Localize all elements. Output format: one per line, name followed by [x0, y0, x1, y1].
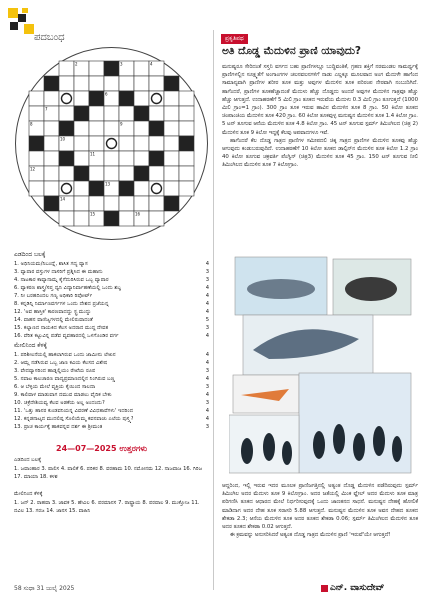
clue-row: [14, 415, 209, 423]
clue-text: 10. ಚಕ್ರೆದೇಶಿಯವ್ವ ಕೆಲವ ಅಡಕೆಯ ಅಲ್ಲ ಅಂದಂದು?: [14, 400, 105, 406]
grid-cell[interactable]: [44, 136, 59, 151]
grid-cell[interactable]: [44, 91, 59, 106]
grid-cell[interactable]: [89, 166, 104, 181]
grid-cell[interactable]: [104, 151, 119, 166]
grid-block: [134, 106, 149, 121]
clue-letter-count: 4: [205, 360, 209, 366]
grid-cell-number: 11: [90, 151, 96, 157]
article-para-3: ಆದ್ದರಿಂದ, ಇಲ್ಲಿ ಇರುವ ಇದರ ಮೂಲಕ ಪ್ರಾಣಿಜಗತ್ತಿನಲ್ಲಿ ಅತ್ಯಂತ ದೊಡ್ಡ ಮೆದುಳಿನ ಪಡೆದಿರುವುದು ಸ್ಪರ್ಮ್ ತಿಮಿಂಗಿಲ ಅದರ ಮೆದುಳು ತೂಕ 9 ಕಿಲೋಗ್ರಾಂ. ಅದರ ಜತೆಯಲ್ಲಿ ಮಿಂಕ ವ್ಹೇಲ್ ಅದರ ಮೆದುಳು ತೂಕ ಮಾತ್ರ ಪರಿಗಣಿಸಿ ತೂಕದ ಆಧಾರದ ಮೇಲೆ ನಿರ್ಧರಿಸುವುದಕ್ಕೆ ಒಂದು ಜಾಣತನದ ಸಾಧನೆ. ಮನುಷ್ಯನ ದೇಹಕ್ಕೆ ಹೋಲಿಕೆ ಮಾಡಿದಾಗ ಅದರ ದೇಹ ತೂಕ ಸರಾಸರಿ 5.88 ಆಗುತ್ತದೆ. ಮನುಷ್ಯನ ಮೆದುಳಿನ ತೂಕ ಅವನ ದೇಹದ ತೂಕದ ಶೇಕಡಾ 2.3; ಆನೆಯ ಮೆದುಳಿನ ತೂಕ ಅದರ ತೂಕದ ಶೇಕಡಾ 0.06; ಸ್ಪರ್ಮ್ ತಿಮಿಂಗಿಲದ ಮೆದುಳಿನ ತೂಕ ಅದರ ತೂಕದ ಶೇಕಡಾ 0.02 ಆಗುತ್ತದೆ.: [222, 483, 418, 531]
grid-block: [104, 61, 119, 76]
clue-letter-count: 3: [205, 277, 209, 283]
grid-cell[interactable]: [134, 151, 149, 166]
clue-letter-count: 4: [205, 416, 209, 422]
clue-text: 15. ಕಲ್ಯಾಣದ ನಾಯಕಿದ ಕೆಲಸ ಅದರಾದ ಮುದ್ದ ದೇವತ: [14, 325, 109, 331]
clue-letter-count: 3: [205, 368, 209, 374]
clue-row: [14, 260, 209, 268]
grid-cell[interactable]: [74, 91, 89, 106]
clues-across: [14, 251, 209, 340]
clue-letter-count: 3: [205, 384, 209, 390]
clue-text: 2. ಆಮ್ಲ ನಡೆಸಿರುವ ಒಬ್ಬ ಜಾಣ ಕವಿಯ ಕೆಲಸದ ವಿಶೇಷ: [14, 360, 108, 366]
clue-text: 6. ಆ ಬೆಳ್ಳಿಯ ಮೇಲೆ ವ್ಯಕ್ತಿಯ ಕೈಯಿಂದ ಸಾಲದಾ: [14, 384, 96, 390]
clue-text: 12. 'ಅವ ಹಾಸ್ತಿಕ' ಕಾರಣವಾದದ್ದು ಸ್ಟ್ರ ಮುದ್ದು: [14, 309, 91, 315]
grid-block: [134, 166, 149, 181]
grid-cell[interactable]: [179, 106, 194, 121]
grid-cell[interactable]: [89, 76, 104, 91]
clue-letter-count: 4: [205, 293, 209, 299]
clue-text: 8. ಕನ್ನಡಿನ್ನಿ ನಿರ್ಮಾಣವರ್ಗಗಳ ಒಂದು ದೇಶದ ಪ್ರಜೆಯನ್ನ: [14, 301, 109, 307]
grid-cell[interactable]: [119, 211, 134, 226]
answers-down: [14, 490, 209, 516]
clue-letter-count: 4: [205, 301, 209, 307]
clues-down: [14, 342, 209, 431]
grid-cell[interactable]: [89, 121, 104, 136]
article-body-bottom: [222, 482, 418, 539]
grid-cell[interactable]: [149, 166, 164, 181]
grid-cell-number: 15: [90, 211, 96, 217]
clue-row: [14, 391, 209, 399]
grid-block: [29, 136, 44, 151]
clue-text: 3. ವೇದವ್ಯಾಸರಿಂದ ಹಾಡ್ನಲ್ಲಿಯಂ ರೇಖೆಯ ರೂಪ: [14, 368, 96, 374]
grid-block: [44, 76, 59, 91]
grid-cell[interactable]: [134, 181, 149, 196]
grid-cell[interactable]: [164, 136, 179, 151]
grid-cell[interactable]: [104, 166, 119, 181]
clue-row: [14, 383, 209, 391]
article-tag: ಪ್ರಕೃತಿಪಥ: [221, 34, 248, 44]
grid-cell[interactable]: [164, 151, 179, 166]
clue-text: 5. ನವಾಟ ಕಾಲಚಾರಣ ವಾದ್ಯಪ್ರಮಾಣದಲ್ಲಿನ ನಿಂಗಿರುವ ಬಣ್ಣ: [14, 376, 115, 382]
article-para-2: ಹಾಗೆಂದರೆ ಕೆಲ ದೊಡ್ಡ ಗಾತ್ರದ ಪ್ರಾಣಿಗಳ ಸಮೀಪದಲಿ ಚಿಕ್ಕ ಗಾತ್ರದ ಪ್ರಾಣಿಗಳ ಮೆದುಳಿನ ತೂಕವು ಹೆಚ್ಚು ಆಗುವುದು ಕಂಡುಬರುವುದಿದೆ. ಉದಾಹರಣೆಗೆ 10 ಕಿಲೋ ತೂಕದ ಡಾಲ್ಫಿನ್‌ನ ಮೆದುಳಿನ ತೂಕ ಕಿಲೋ 1.2 ಗ್ರಾಂ 40 ಕಿಲೋ ತೂಗುವ ಚಕ್ರವರ್ತಿ ಪೆಂಗ್ವಿನ್ (ಚಿತ್ರ3) ಮೆದುಳಿನ ತೂಕ 45 ಗ್ರಾಂ. 150 ಟನ್ ತೂಗುವ ನೀಲಿ ತಿಮಿಂಗಿಲದ ಮೆದುಳಿನ ತೂಕ 7 ಕಿಲೋಗ್ರಾಂ.: [222, 137, 418, 169]
grid-block: [119, 91, 134, 106]
grid-cell[interactable]: [134, 196, 149, 211]
clue-letter-count: 4: [205, 408, 209, 414]
grid-cell[interactable]: [59, 76, 74, 91]
grid-cell[interactable]: [119, 151, 134, 166]
puzzle-logo-icon: [8, 8, 36, 36]
grid-cell-number: 7: [45, 106, 48, 112]
grid-cell[interactable]: [149, 136, 164, 151]
grid-cell[interactable]: [104, 76, 119, 91]
grid-cell[interactable]: [89, 61, 104, 76]
clue-row: [14, 300, 209, 308]
grid-cell[interactable]: [119, 136, 134, 151]
grid-cell[interactable]: [89, 136, 104, 151]
grid-cell[interactable]: [164, 166, 179, 181]
grid-cell[interactable]: [134, 61, 149, 76]
answers-across-text: 1. ಜವಾಂಹಾರ 3. ಪಾಲಿಸ 4. ಪಾಲಿಕೆ 6. ಪರಿಕರ 8. ವರಹಾಮ 10. ನಮೋನಮ 12. ನಾಜವಾಜ 16. ಗಿರಿಜ 17. ಮಾಯಾ 18. ಕಳಶ: [14, 465, 203, 480]
grid-block: [164, 76, 179, 91]
grid-cell-number: 14: [60, 196, 66, 202]
grid-block: [104, 211, 119, 226]
clue-letter-count: 3: [205, 269, 209, 275]
answers-across: [14, 456, 209, 482]
grid-cell[interactable]: [59, 106, 74, 121]
grid-cell[interactable]: [74, 121, 89, 136]
grid-cell[interactable]: [149, 196, 164, 211]
grid-block: [74, 106, 89, 121]
grid-cell[interactable]: [179, 91, 194, 106]
down-heading: ಮೇಲಿನಿಂದ ಕೆಳಕ್ಕೆ: [14, 342, 47, 349]
grid-cell-number: 6: [105, 91, 108, 97]
clue-row: [14, 308, 209, 316]
grid-cell[interactable]: [89, 196, 104, 211]
grid-cell[interactable]: [29, 106, 44, 121]
grid-cell-number: 2: [75, 61, 78, 67]
grid-cell[interactable]: [119, 196, 134, 211]
grid-cell[interactable]: [179, 166, 194, 181]
grid-cell[interactable]: [134, 91, 149, 106]
grid-cell[interactable]: [134, 76, 149, 91]
clue-letter-count: 3: [205, 325, 209, 331]
grid-cell-number: 4: [150, 61, 153, 67]
grid-cell-number: 12: [30, 166, 36, 172]
grid-cell[interactable]: [119, 166, 134, 181]
page-footer: 58 ಸುಧಾ 31 ಜುಲೈ 2025: [14, 585, 75, 592]
grid-cell[interactable]: [29, 151, 44, 166]
grid-cell[interactable]: [29, 91, 44, 106]
grid-block: [164, 196, 179, 211]
grid-cell[interactable]: [179, 151, 194, 166]
grid-cell[interactable]: [119, 76, 134, 91]
crossword-grid[interactable]: [14, 46, 209, 241]
grid-cell[interactable]: [149, 211, 164, 226]
grid-cell[interactable]: [164, 181, 179, 196]
clue-row: [14, 324, 209, 332]
clue-row: [14, 359, 209, 367]
clue-row: [14, 407, 209, 415]
grid-block: [59, 151, 74, 166]
grid-cell[interactable]: [44, 181, 59, 196]
clue-row: [14, 351, 209, 359]
grid-cell[interactable]: [74, 211, 89, 226]
clue-text: 1. ಪರಿಶೀಲನೆಯಲ್ಲಿ ಹಾಕಲಾಗಿರುವ ಒಂದು ಜಾಮೀನು ಲೇಖನ: [14, 352, 116, 358]
grid-cell[interactable]: [59, 166, 74, 181]
clue-row: [14, 375, 209, 383]
clue-letter-count: 4: [205, 376, 209, 382]
article-body-top: [222, 63, 418, 170]
animals-illustration: [229, 255, 415, 477]
clue-letter-count: 4: [205, 333, 209, 339]
answers-down-text: 1. ಜನ್ 2. ರಾಹವಾ 3. ಜಾವಕ 5. ಹೇವಿಲ 6. ಪರಮಾನಸ 7. ರಾಷ್ಟ್ರಾಯ 8. ಪರವಾಲ 9. ಮುಕ್ತೋಜ 11. ದವಿಲ 13. ಗರಜ 14. ಜಾನಸ 15. ವಾಹಿನಿ: [14, 499, 200, 514]
grid-cell[interactable]: [44, 166, 59, 181]
clue-letter-count: 5: [205, 317, 209, 323]
article-para-1: ಮನುಷ್ಯರೂ ಸೇರಿದಂತೆ ಸಸ್ತನಿ ವರ್ಗದ ಬಹು ಪ್ರಾಣಿಗಳಲ್ಲೂ ಬುದ್ಧಿವಂತಿಕೆ, ಗ್ರಹಣ ಶಕ್ತಿಗೆ ನರಮಂಡಲ ಸಾಮರ್ಥ್ಯಕ್ಕೆ ಪ್ರಾಣಿಗಳಲ್ಲಿನ ಸೂಕ್ಷ್ಮತೆಗೆ ಅಂಗಾಂಗಗಳ ಚಲನವಲನಗಳಿಗೆ ನಾಡು ಎಲ್ಲಕ್ಕೂ ಮೂಲವಾದ ಅಂಗ ಮೆದುಳೇ ಹಾಗೆಂದ ಸಾಮಾನ್ಯವಾಗಿ ಪ್ರಾಣಿಗಳ ಶರೀರ ತೂಕ ಮತ್ತು ಅವುಗಳ ಮೆದುಳಿನ ತೂಕ ಪರಿರಂಪ ನೇರವಾಗಿ ನಂಬುದಿಗಿದೆ. ಹಾಗೆಂದರೆ, ಪ್ರಾಣಿಗಳ ತೂಕಹೆಚ್ಚಾದಂತೆ ಮೆದುಳು ಹೆಚ್ಚು ದೊಡ್ಡದು ಅಂದರೆ ಅವುಗಳ ಮೆದುಳಿನ ಗಾತ್ರವೂ ಹೆಚ್ಚು ಹೆಚ್ಚು ಆಗುತ್ತದೆ. ಉದಾಹರಣೆಗೆ 5 ಮಿಲಿ ಗ್ರಾಂ ತೂಕದ ಇರುವೆಯ ಮೆದುಳು 0.3 ಮಿಲಿ ಗ್ರಾಂ ತೂಗುತ್ತದೆ (1000 ಮಿಲಿ ಗ್ರಾಂ=1 ಗ್ರಾಂ). 300 ಗ್ರಾಂ ತೂಕ ಇರುವ ಹಾವಿನ ಮೆದುಳಿನ ತೂಕ 8 ಗ್ರಾಂ. 50 ಕಿಲೋ ತೂಕದ ಚಿಂಪಾಂಜಿಯ ಮೆದುಳಿನ ತೂಕ 420 ಗ್ರಾಂ. 60 ಕಿಲೋ ತೂಕವುಳ್ಳ ಮನುಷ್ಯನ ಮೆದುಳಿನ ತೂಕ 1.4 ಕಿಲೋ ಗ್ರಾಂ. 5 ಟನ್ ತೂಗುವ ಆನೆಯ ಮೆದುಳಿನ ತೂಕ 4.8 ಕಿಲೋ ಗ್ರಾಂ. 45 ಟನ್ ತೂಗುವ ಸ್ಪರ್ಮ್ ತಿಮಿಂಗಿಲದ (ಚಿತ್ರ 2) ಮೆದುಳಿನ ತೂಕ 9 ಕಿಲೋ ಇದ್ದಕ್ಕೆ ಕೆಲವು ಅಪವಾದಗಳೂ ಇವೆ.: [222, 64, 418, 136]
grid-cell[interactable]: [104, 196, 119, 211]
grid-block: [149, 151, 164, 166]
article-author: ಎನ್. ವಾಸುದೇವ್: [330, 583, 385, 593]
clue-row: [14, 332, 209, 340]
article-headline: ಅತಿ ದೊಡ್ಡ ಮೆದುಳಿನ ಪ್ರಾಣಿ ಯಾವುದು?: [222, 45, 362, 57]
grid-cell[interactable]: [149, 106, 164, 121]
grid-cell[interactable]: [164, 91, 179, 106]
clue-text: 1. ಅಧಿನಿಯಮ/ನಿಬಂಧ್ನೆ, ಶಾಸಿತ ಗದ್ಯ ವ್ಯಾಸ: [14, 261, 88, 267]
clue-row: [14, 268, 209, 276]
grid-cell[interactable]: [134, 121, 149, 136]
answers-down-heading: ಮೇಲಿನಿಂದ ಕೆಳಕ್ಕೆ: [14, 491, 43, 497]
clue-letter-count: 4: [205, 309, 209, 315]
grid-cell[interactable]: [74, 151, 89, 166]
clue-text: 16. ವೆರಿತ ಕಟ್ಟುವಿನ್ನ ಪಡೆವ ವ್ಯವಹಾರದಲ್ಲಿ ಒಳಗೊಂಡಿರ ವರ್ಗ: [14, 333, 119, 339]
clue-letter-count: 3: [205, 424, 209, 430]
grid-cell[interactable]: [74, 181, 89, 196]
grid-block: [89, 91, 104, 106]
grid-block: [59, 121, 74, 136]
clue-text: 9. ಕಾಲಿವಾಳ ಮಾಡುವಾಗ ದಮುವ ಮಾಡಲು ವೈದಿಕ ಬೇಕು: [14, 392, 112, 398]
clue-row: [14, 292, 209, 300]
grid-block: [119, 181, 134, 196]
clue-letter-count: 4: [205, 352, 209, 358]
grid-cell[interactable]: [74, 136, 89, 151]
clue-letter-count: 4: [205, 285, 209, 291]
grid-cell[interactable]: [179, 121, 194, 136]
grid-cell[interactable]: [59, 61, 74, 76]
clue-row: [14, 316, 209, 324]
across-heading: ಎಡದಿಂದ ಬಲಕ್ಕೆ: [14, 251, 46, 258]
clue-text: 3. ವ್ಯಾಪಾರ ವಸ್ತುಗಳ ದಾಸರಿಗೆ ಪ್ರಶ್ನಿಸಿದ ಈ ಮಹಾನು: [14, 269, 103, 275]
grid-cell[interactable]: [44, 151, 59, 166]
grid-cell-number: 16: [135, 211, 141, 217]
grid-cell-number: 13: [105, 181, 111, 187]
answers-across-heading: ಎಡದಿಂದ ಬಲಕ್ಕೆ: [14, 457, 42, 463]
grid-block: [44, 196, 59, 211]
grid-cell[interactable]: [119, 106, 134, 121]
grid-block: [89, 181, 104, 196]
clue-text: 12. ಕನ್ನಡನಾಟ್ಕದ ಮುದಲಿಪ್ಪ ಸೊಲಿಯೆಮ್ಮ ಕವನವಾಚು ಎಲೆಯ ಪುಸ್ತ್ಕ?: [14, 416, 134, 422]
answers-title: 24—07—2025 ಉತ್ತರಗಳು: [56, 444, 148, 453]
grid-cell-number: 10: [60, 136, 66, 142]
column-divider: [213, 30, 214, 590]
grid-block: [149, 121, 164, 136]
grid-cell[interactable]: [89, 106, 104, 121]
grid-cell[interactable]: [74, 196, 89, 211]
clue-row: [14, 367, 209, 375]
section-title: ಪದಬಂಧ: [34, 32, 65, 43]
grid-cell[interactable]: [74, 76, 89, 91]
grid-cell[interactable]: [134, 136, 149, 151]
clue-letter-count: 4: [205, 392, 209, 398]
grid-cell[interactable]: [104, 121, 119, 136]
article-para-4: ಈ ಕ್ರಮವನ್ನು ಅನುಸರಿಸಿದರೆ ಅತ್ಯಂತ ದೊಡ್ಡ ಗಾತ್ರದ ಮೆದುಳಿನ ಪ್ರಾಣಿ 'ಇರುವೆ'ಯೇ ಆಗುತ್ತದೆ!: [230, 532, 391, 539]
grid-cell[interactable]: [59, 211, 74, 226]
grid-cell[interactable]: [104, 106, 119, 121]
grid-cell[interactable]: [149, 76, 164, 91]
clue-row: [14, 284, 209, 292]
clue-text: 4. ನಾಟಕಾರ ಕಾವ್ಯಾನಾಮ್ನ ಕೈಗೆದುರಿಸಿರುವ ಒಬ್ಬ ವ್ಯಾಪಾರ: [14, 277, 109, 283]
clue-letter-count: 4: [205, 261, 209, 267]
clue-row: [14, 423, 209, 431]
grid-cell-number: 3: [120, 61, 123, 67]
grid-cell[interactable]: [29, 181, 44, 196]
clue-letter-count: 3: [205, 400, 209, 406]
grid-cell-number: 8: [30, 121, 33, 127]
author-marker: [321, 585, 328, 592]
grid-block: [74, 166, 89, 181]
grid-cell[interactable]: [179, 181, 194, 196]
clue-text: 13. ಪ್ರಾಚ ಕಾರ್ಯಕ್ಕೆ ಹಾಕವನ್ನವ ದರ್ಶ ಈ ಶ್ರೀಮಂತ: [14, 424, 103, 430]
clue-text: 11. 'ಒತ್ತು ಹಾನರ ಕುಂಡವನಿಯನ್ನ ವಿವರಣೆ ವಿವಿಧತಾವೆಗಳು' ಇದರಿಂದ: [14, 408, 134, 414]
clue-text: 7. ನೀ ಬರಹದಿಂದಲ ಗಣ್ಯ ಅಧಿಕಾರಿ ರಿಪೋರ್ಟ್: [14, 293, 93, 299]
clue-text: 6. ವ್ಯಾಕರಣ ಶಾಸ್ತ್ರ/ಸಪ್ತ ಧ್ವನಿ ವಿದ್ಯಾನಿರ್ವಾಹಣೆಯಲ್ಲಿ ಒಂದು ಶಬ್ದ: [14, 285, 122, 291]
clue-row: [14, 276, 209, 284]
grid-cell-number: 9: [120, 121, 123, 127]
grid-cell[interactable]: [164, 121, 179, 136]
grid-cell[interactable]: [44, 121, 59, 136]
grid-cell[interactable]: [164, 106, 179, 121]
clue-text: 14. ವಾಹನ ವಾಣಿಜ್ಯಗಳದಲ್ಲಿ ಮೇಲಿರುವಾದಂತೆ: [14, 317, 93, 323]
grid-block: [179, 136, 194, 151]
clue-row: [14, 399, 209, 407]
